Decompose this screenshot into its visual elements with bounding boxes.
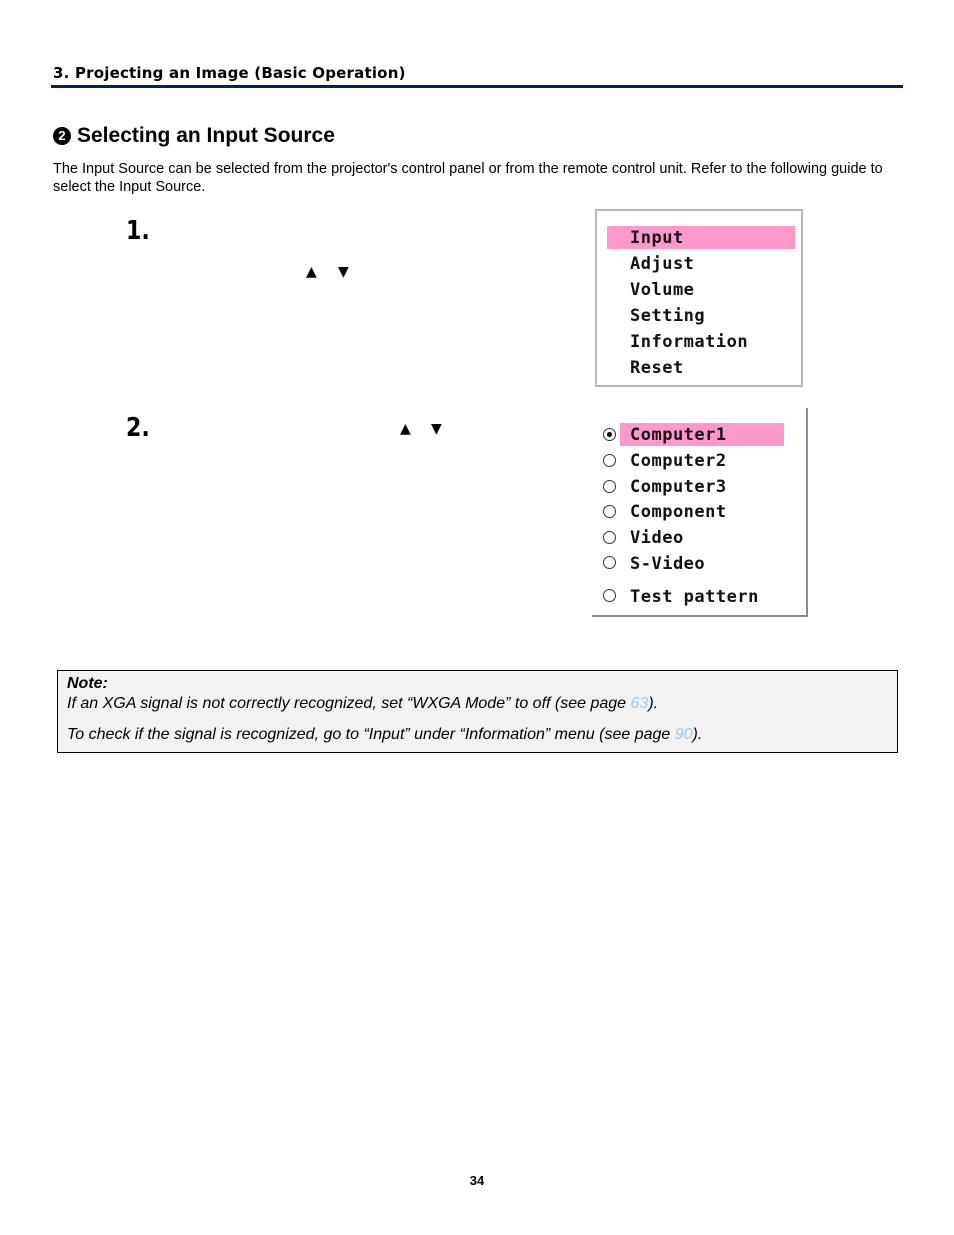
menu-item-reset[interactable]: Reset [630,358,684,378]
step-2-number: 2. [126,413,150,443]
note-box [57,670,898,753]
note-line-2-end: ). [692,726,703,743]
source-computer3[interactable]: Computer3 [630,477,727,497]
radio-icon[interactable] [603,480,616,493]
note-line-1 [67,694,897,714]
note-line-1-end: ). [648,695,659,712]
source-component[interactable]: Component [630,502,727,522]
source-video[interactable]: Video [630,528,684,548]
source-s-video[interactable]: S-Video [630,554,706,574]
note-spacer [67,714,897,725]
section-title-text: Selecting an Input Source [77,124,335,147]
radio-icon[interactable] [603,531,616,544]
note-line-1-text: If an XGA signal is not correctly recognized, set “WXGA Mode” to off (see page [67,695,631,712]
down-arrow-icon: ▼ [338,264,349,280]
down-arrow-icon: ▼ [431,421,442,437]
note-title: Note: [67,675,108,692]
main-menu [595,209,803,387]
menu-item-setting[interactable]: Setting [630,306,706,326]
page-link-63[interactable]: 63 [630,695,649,712]
running-head: 3. Projecting an Image (Basic Operation) [53,64,406,82]
radio-icon[interactable] [603,589,616,602]
header-rule [51,85,903,88]
radio-icon[interactable] [603,505,616,518]
note-line-2-text: To check if the signal is recognized, go to “Input” under “Information” menu (see page [67,726,675,743]
source-computer2[interactable]: Computer2 [630,451,727,471]
menu-item-volume[interactable]: Volume [630,280,695,300]
note-line-2 [67,725,897,745]
up-arrow-icon: ▲ [306,264,317,280]
radio-icon[interactable] [603,556,616,569]
section-number-badge: 2 [53,127,71,145]
menu-item-input[interactable]: Input [630,228,684,248]
source-test-pattern[interactable]: Test pattern [630,587,759,607]
menu-item-information[interactable]: Information [630,332,749,352]
page-link-90[interactable]: 90 [674,726,693,743]
section-title [53,124,335,148]
step-1-number: 1. [126,216,150,246]
radio-selected-icon[interactable] [603,428,616,441]
up-arrow-icon: ▲ [400,421,411,437]
input-source-menu [592,408,808,617]
intro-paragraph: The Input Source can be selected from the projector's control panel or from the remote control unit. Refer to the following guide to select the Input Source. [53,161,883,195]
page-number: 34 [469,1173,485,1188]
radio-icon[interactable] [603,454,616,467]
source-computer1[interactable]: Computer1 [630,425,727,445]
menu-item-adjust[interactable]: Adjust [630,254,695,274]
